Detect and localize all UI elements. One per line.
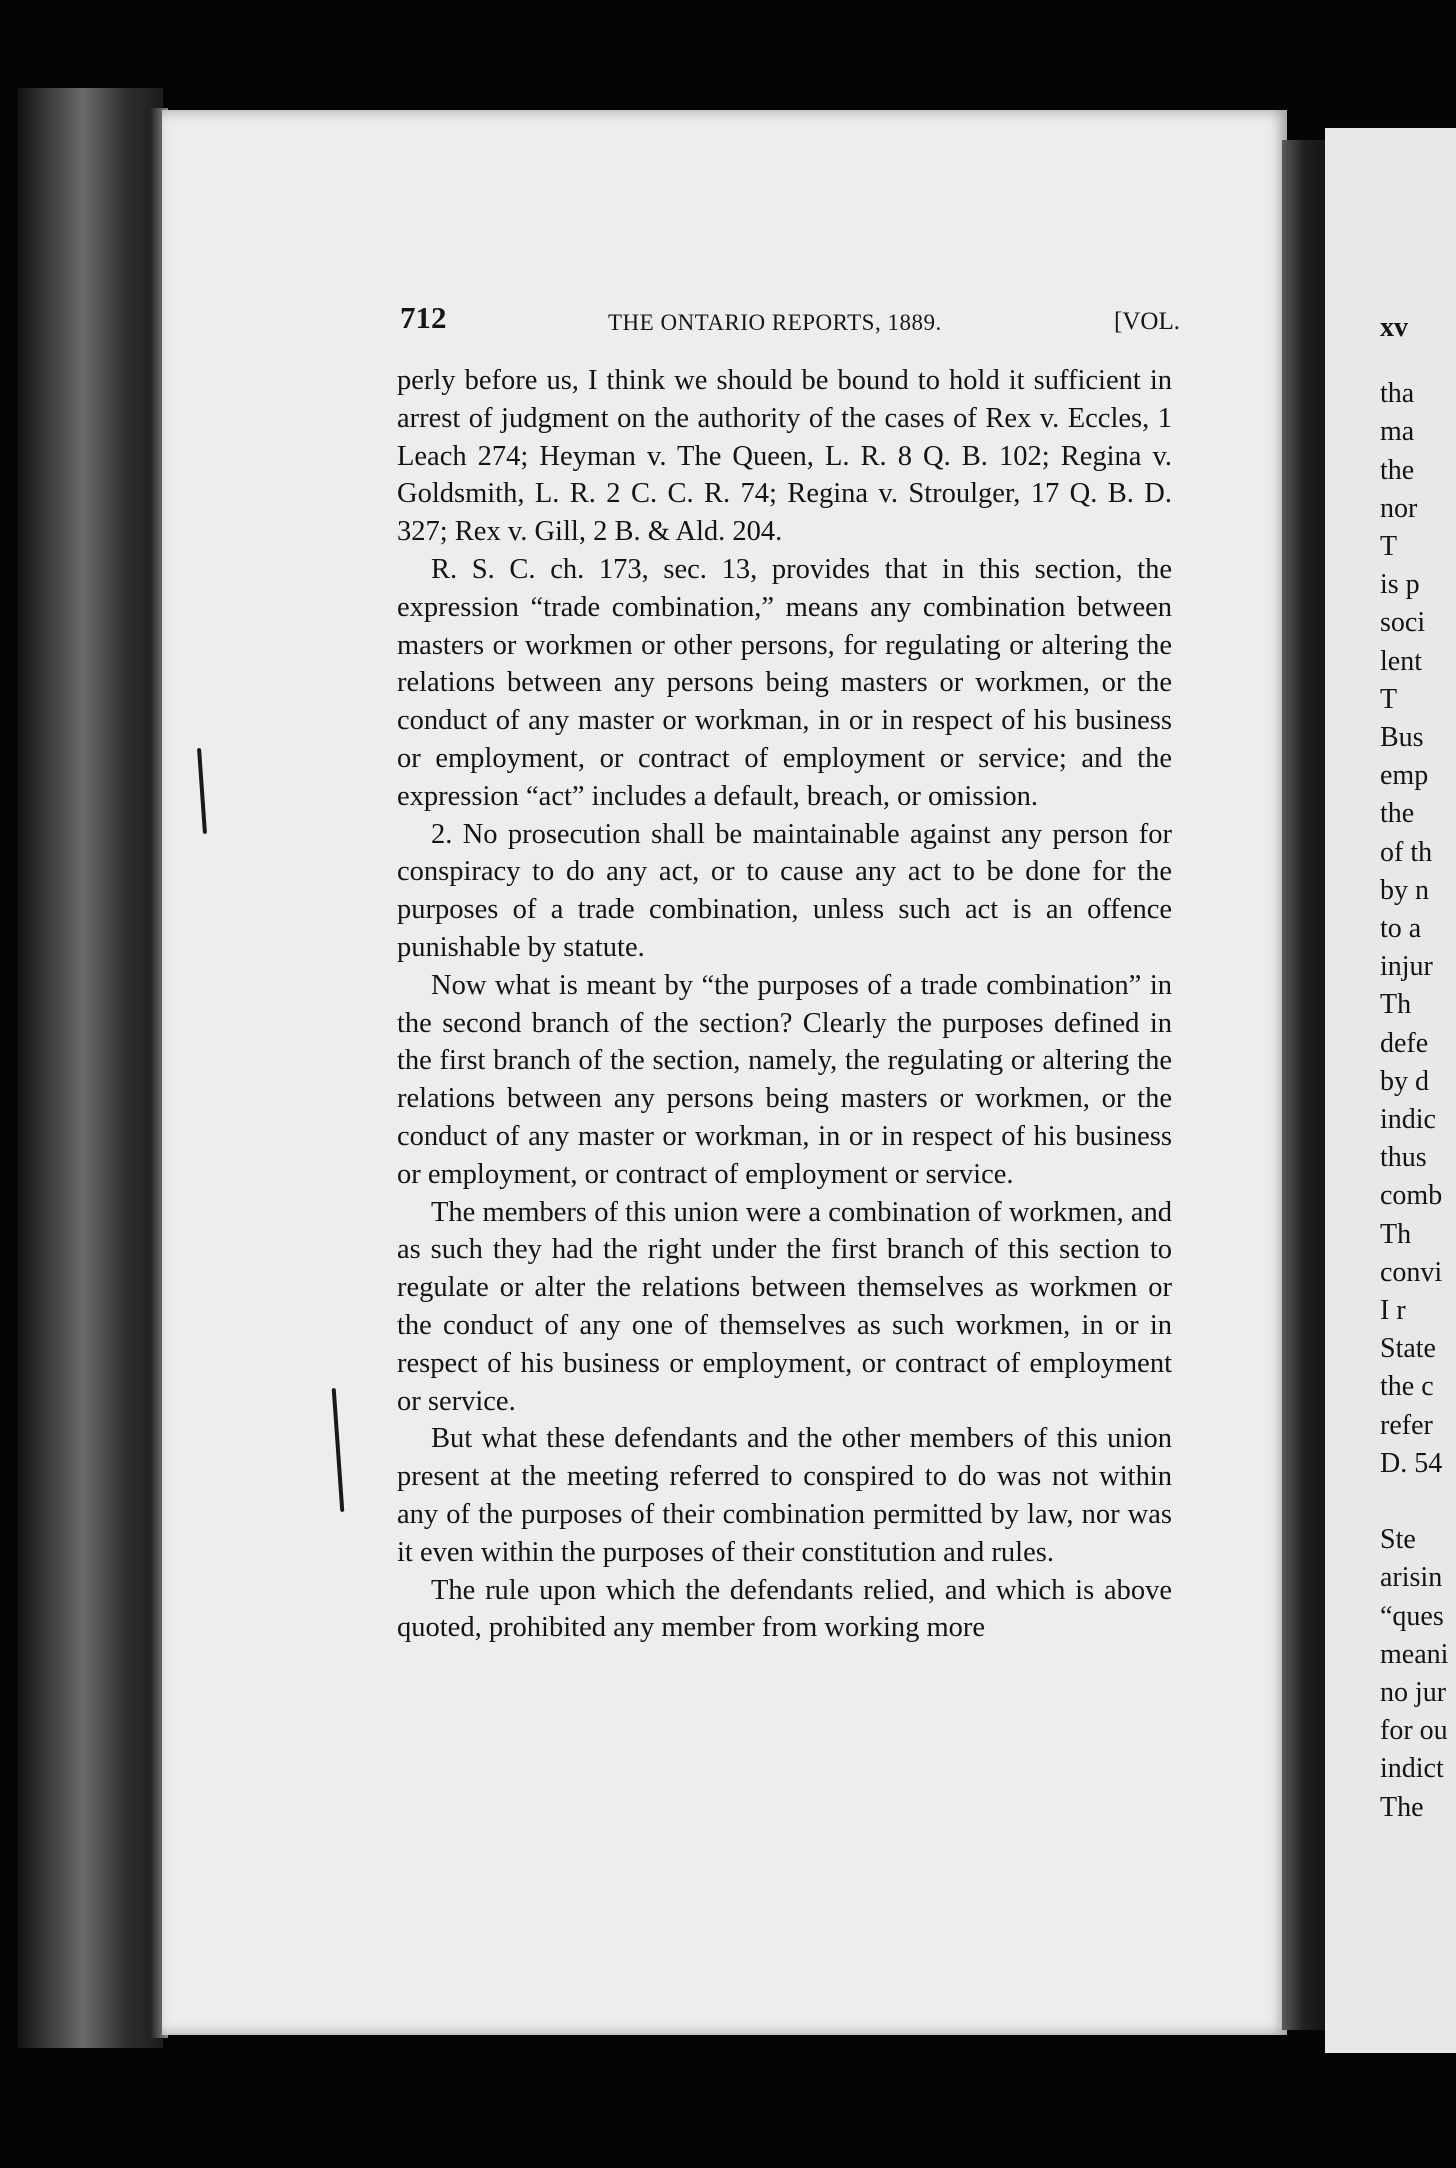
adjacent-page-line: lent (1380, 645, 1422, 677)
adjacent-page-line: convi (1380, 1256, 1443, 1288)
adjacent-page-line: D. 54 (1380, 1447, 1443, 1479)
adjacent-page-line: indict (1380, 1753, 1444, 1785)
paragraph-1: perly before us, I think we should be bound to hold it sufficient in arrest of judgment on the authority of the cases of Rex v. Eccles, 1 Leach 274; Heyman v. The Queen, L. R. 8 Q. B. 102; Regina v. Goldsmith, L. R. 2 C. C. R. 74; Regina v. Stroulger, 17 Q. B. D. 327; Rex v. Gill, 2 B. & Ald. 204. (397, 365, 1172, 548)
adjacent-page-line: refer (1380, 1409, 1433, 1441)
paragraph-7: The rule upon which the defendants relied, and which is above quoted, prohibited any member from working more (397, 1574, 1172, 1644)
adjacent-page-line: I r (1380, 1295, 1406, 1326)
adjacent-page-line: T (1380, 531, 1398, 562)
adjacent-page-line: nor (1380, 492, 1418, 524)
adjacent-page-line: Bus (1380, 722, 1424, 753)
volume-label: [VOL. (1114, 308, 1180, 335)
adjacent-page-line: for ou (1380, 1715, 1448, 1747)
adjacent-page-line: xv (1380, 312, 1408, 343)
adjacent-page-line: to a (1380, 913, 1422, 944)
book-page-edges (18, 88, 163, 2048)
adjacent-page-line: is p (1380, 569, 1420, 601)
adjacent-page-line: thus (1380, 1142, 1427, 1174)
adjacent-page-line: soci (1380, 607, 1426, 639)
adjacent-page-line: the (1380, 798, 1415, 830)
paragraph-2: R. S. C. ch. 173, sec. 13, provides that in this section, the expression “trade combination,” means any combination between masters or workmen or other persons, for regulating or altering the relations between any persons being masters or workmen, or the conduct of any master or workman, in or in respect of his business or employment, or contract of employment or service; and the expression “act” includes a default, breach, or omission. (397, 553, 1172, 812)
adjacent-page-line: the (1380, 454, 1415, 486)
adjacent-page-line: indic (1380, 1104, 1436, 1135)
adjacent-page-line: by n (1380, 874, 1429, 906)
adjacent-page-line: by d (1380, 1065, 1429, 1097)
page-header (400, 300, 1180, 345)
adjacent-page-line: ma (1380, 416, 1415, 448)
adjacent-page-line: comb (1380, 1180, 1443, 1212)
adjacent-page-line: T (1380, 683, 1398, 715)
adjacent-page-line: tha (1380, 378, 1415, 410)
adjacent-page-line: arisin (1380, 1562, 1443, 1594)
adjacent-page-line: “ques (1380, 1600, 1444, 1632)
adjacent-page-line: injur (1380, 951, 1433, 983)
adjacent-page-line: emp (1380, 760, 1429, 792)
adjacent-page-line: Th (1380, 1218, 1412, 1250)
paragraph-4: Now what is meant by “the purposes of a trade combination” in the second branch of the section? Clearly the purposes defined in the first branch of the section, namely, the regulating or altering the relations between any persons being masters or workmen, or the conduct of any master or workman, in or in respect of his business or employment, or contract of employment or service. (397, 969, 1172, 1190)
paragraph-6: But what these defendants and the other members of this union present at the meeting referred to conspired to do was not within any of the purposes of their combination permitted by law, nor was it even within the purposes of their constitution and rules. (397, 1423, 1172, 1568)
adjacent-page-line: Th (1380, 989, 1412, 1021)
adjacent-page-line: no jur (1380, 1677, 1447, 1708)
page-number: 712 (400, 300, 447, 335)
paragraph-3: 2. No prosecution shall be maintainable against any person for conspiracy to do any act, or to cause any act to be done for the purposes of a trade combination, unless such act is an offence punishable by statute. (397, 818, 1172, 963)
paragraph-5: The members of this union were a combination of workmen, and as such they had the right under the first branch of this section to regulate or alter the relations between themselves as workmen or the conduct of any one of themselves as such workmen, in or in respect of his business or employment, or contract of employment or service. (397, 1196, 1172, 1417)
adjacent-page-line: meani (1380, 1638, 1449, 1670)
adjacent-page-line: The (1380, 1791, 1424, 1823)
adjacent-page-line: Ste (1380, 1524, 1416, 1556)
body-text (397, 362, 1172, 1647)
adjacent-page-line: State (1380, 1333, 1436, 1365)
adjacent-page-line: the c (1380, 1371, 1434, 1403)
adjacent-page-line: defe (1380, 1027, 1429, 1059)
adjacent-page-line: of th (1380, 836, 1433, 868)
running-title: THE ONTARIO REPORTS, 1889. (608, 310, 942, 335)
